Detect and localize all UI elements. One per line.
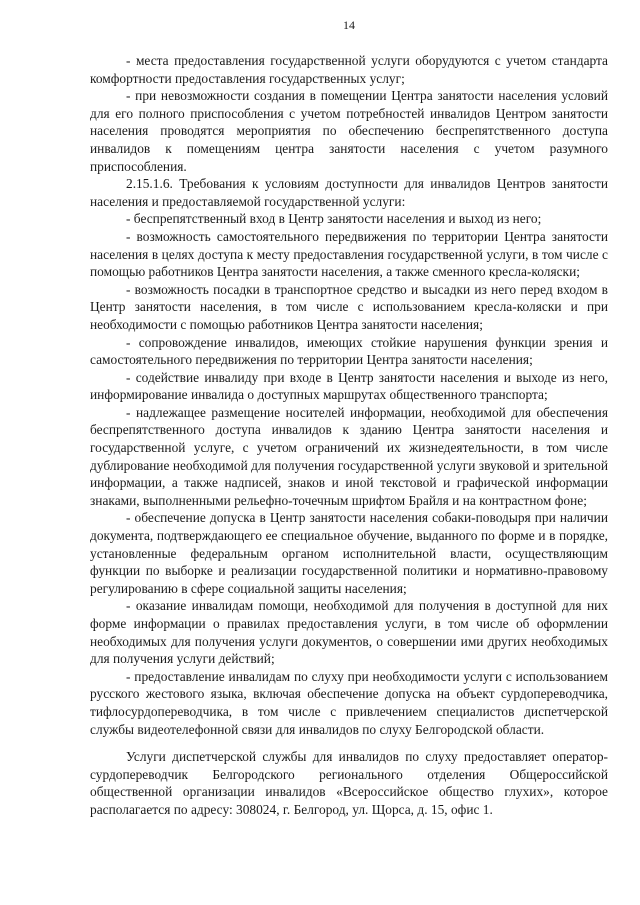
paragraph-guide-dog: - обеспечение допуска в Центр занятости населения собаки-поводыря при наличии документа, подтверждающего ее специальное обучение, выданного по форме и в порядке, установленные федеральным органом исполнительной власти, осуществляющим функции по выборке и реализации государственной политики и нормативно-правовому регулированию в сфере социальной защиты населения; <box>90 510 608 596</box>
paragraph-independent-movement: - возможность самостоятельного передвижения по территории Центра занятости населения в целях доступа к месту предоставления государственной услуги, в том числе с помощью работников Центра занятости населения, а также сменного кресла-коляски; <box>90 228 608 280</box>
document-body <box>90 52 608 819</box>
page-number: 14 <box>343 18 355 32</box>
paragraph-entry-assistance: - содействие инвалиду при входе в Центр занятости населения и выходе из него, информирование инвалида о доступных маршрутах общественного транспорта; <box>90 369 608 403</box>
paragraph-assistance: - оказание инвалидам помощи, необходимой для получения в доступной для них форме информации о правилах предоставления услуги, в том числе об оформлении необходимых для получения услуги документов, о совершении ими других необходимых для получения услуги действий; <box>90 598 608 667</box>
paragraph-sign-language: - предоставление инвалидам по слуху при необходимости услуги с использованием русского жестового языка, включая обеспечение допуска на объект сурдопереводчика, тифлосурдопереводчика, в том числе с привлечением специалистов диспетчерской службы видеотелефонной связи для инвалидов по слуху Белгородской области. <box>90 668 608 737</box>
paragraph-dispatch-service: Услуги диспетчерской службы для инвалидов по слуху предоставляет оператор-сурдопереводчик Белгородского регионального отделения Общероссийской общественной организации инвалидов «Всероссийское общество глухих», которое располагается по адресу: 308024, г. Белгород, ул. Щорса, д. 15, офис 1. <box>90 749 608 817</box>
paragraph-information-placement: - надлежащее размещение носителей информации, необходимой для обеспечения беспрепятственного доступа инвалидов к зданию Центра занятости населения и государственной услуге, с учетом ограничений их жизнедеятельности, в том числе дублирование необходимой для получения государственной услуги звуковой и зрительной информации, а также надписей, знаков и иной текстовой и графической информации знаками, выполненными рельефно-точечным шрифтом Брайля и на контрастном фоне; <box>90 404 608 508</box>
paragraph-reasonable-accommodation: - при невозможности создания в помещении Центра занятости населения условий для его полного приспособления с учетом потребностей инвалидов Центром занятости населения проводятся мероприятия по обеспечению беспрепятственного доступа инвалидов к помещениям центра занятости населения с учетом разумного приспособления. <box>90 88 608 174</box>
paragraph-vehicle-boarding: - возможность посадки в транспортное средство и высадки из него перед входом в Центр занятости населения, в том числе с использованием кресла-коляски и при необходимости с помощью работников Центра занятости населения; <box>90 281 608 332</box>
paragraph-comfort-standard: - места предоставления государственной услуги оборудуются с учетом стандарта комфортности предоставления государственных услуг; <box>90 53 608 86</box>
document-page <box>90 0 608 905</box>
paragraph-section-2-15-1-6: 2.15.1.6. Требования к условиям доступности для инвалидов Центров занятости населения и предоставляемой государственной услуги: <box>90 176 608 209</box>
paragraph-free-entrance: - беспрепятственный вход в Центр занятости населения и выход из него; <box>126 211 542 227</box>
paragraph-escort: - сопровождение инвалидов, имеющих стойкие нарушения функции зрения и самостоятельного передвижения по территории Центра занятости населения; <box>90 334 608 368</box>
